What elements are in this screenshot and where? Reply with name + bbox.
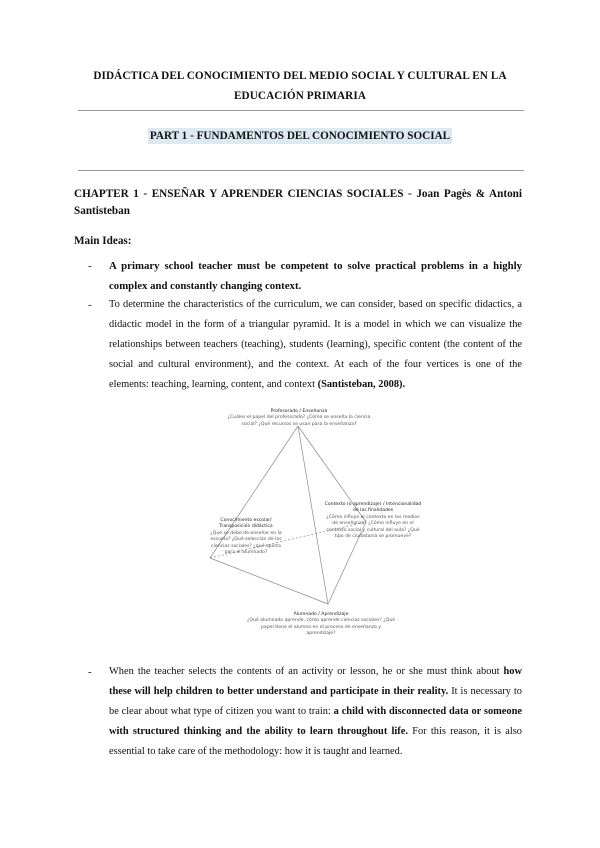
part-heading: [78, 126, 522, 144]
bullet-content-selection-text-c: For this reason, it is also essential to take care of the methodology: how it is taught and learned.: [109, 726, 522, 757]
vertex-body-context: ¿Cómo influye el contexto en los medios de enseñanza? ¿Cómo influye en el contexto social y cultural del aula? ¿Qué tipo de ciudadanía se promueve?: [326, 514, 420, 540]
document-title-line-1: DIDÁCTICA DEL CONOCIMIENTO DEL MEDIO SOCIAL Y CULTURAL EN LA: [93, 70, 507, 82]
part-divider: [78, 170, 524, 171]
bullet-didactic-model: [109, 295, 522, 395]
vertex-heading-content: Conocimiento escolar/ Transposición didáctica: [219, 518, 273, 530]
bullet-content-selection-bold-b: a child with disconnected data or someone with structured thinking and the ability to learn throughout life.: [109, 706, 523, 737]
bullet-marker: -: [88, 666, 92, 678]
bullet-content-selection: [109, 662, 522, 762]
vertex-label-context: [324, 502, 422, 540]
vertex-body-learning: ¿Qué alumnado aprende, cómo aprende ciencias sociales? ¿Qué papel tiene el alumno en el proceso de enseñanza y aprendizaje?: [246, 618, 396, 637]
vertex-label-teaching: [224, 409, 374, 428]
vertex-body-teaching: ¿Cuáles el papel del profesorado? ¿Cómo se enseña la ciencia social? ¿Qué recursos se usan para la enseñanza?: [227, 415, 371, 427]
didactic-pyramid-figure: [206, 406, 422, 650]
document-title-line-2: EDUCACIÓN PRIMARIA: [233, 90, 366, 102]
vertex-heading-learning: Alumnado / Aprendizaje: [293, 612, 349, 617]
bullet-content-selection-text-a: When the teacher selects the contents of an activity or lesson, he or she must think about: [109, 666, 500, 677]
pyramid-base-front-left: [210, 558, 328, 604]
bullet-competent-teacher: A primary school teacher must be competent to solve practical problems in a highly complex and constantly changing context.: [109, 260, 522, 292]
vertex-heading-context: Contexto (o aprendizaje) / Intencionalidad de las finalidades: [324, 502, 422, 514]
vertex-body-content: ¿Qué se debe de enseñar en la escuela? ¿Qué selección de las ciencias sociales? ¿qué aporta para el alumnado?: [210, 530, 282, 556]
vertex-label-content: [206, 518, 286, 556]
bullet-content-selection-bold-a: how these will help children to better understand and participate in their reality.: [109, 666, 522, 697]
bullet-content-selection-text-b: It is necessary to be clear about what type of citizen you want to train:: [109, 686, 522, 717]
main-ideas-label: Main Ideas:: [74, 235, 132, 247]
vertex-label-learning: [246, 612, 396, 638]
citation-santisteban: (Santisteban, 2008).: [317, 379, 406, 390]
title-divider: [78, 110, 524, 111]
bullet-marker: -: [88, 299, 92, 311]
bullet-didactic-model-text: To determine the characteristics of the curriculum, we can consider, based on specific didactics, a didactic model in the form of a triangular pyramid. It is a model in which we can visualize the relationships between teachers (teaching), students (learning), specific content (the content of the social and cultural environment), and the context. At each of the four vertices is one of the elements: teaching, learning, content, and context: [109, 299, 522, 390]
document-title: [78, 66, 522, 106]
chapter-title: CHAPTER 1 - ENSEÑAR Y APRENDER CIENCIAS SOCIALES - Joan Pagès & Antoni Santisteban: [74, 188, 522, 217]
part-title: PART 1 - FUNDAMENTOS DEL CONOCIMIENTO SOCIAL: [149, 130, 451, 142]
vertex-heading-teaching: Profesorado / Enseñanza: [270, 409, 328, 414]
bullet-marker: -: [88, 260, 92, 272]
